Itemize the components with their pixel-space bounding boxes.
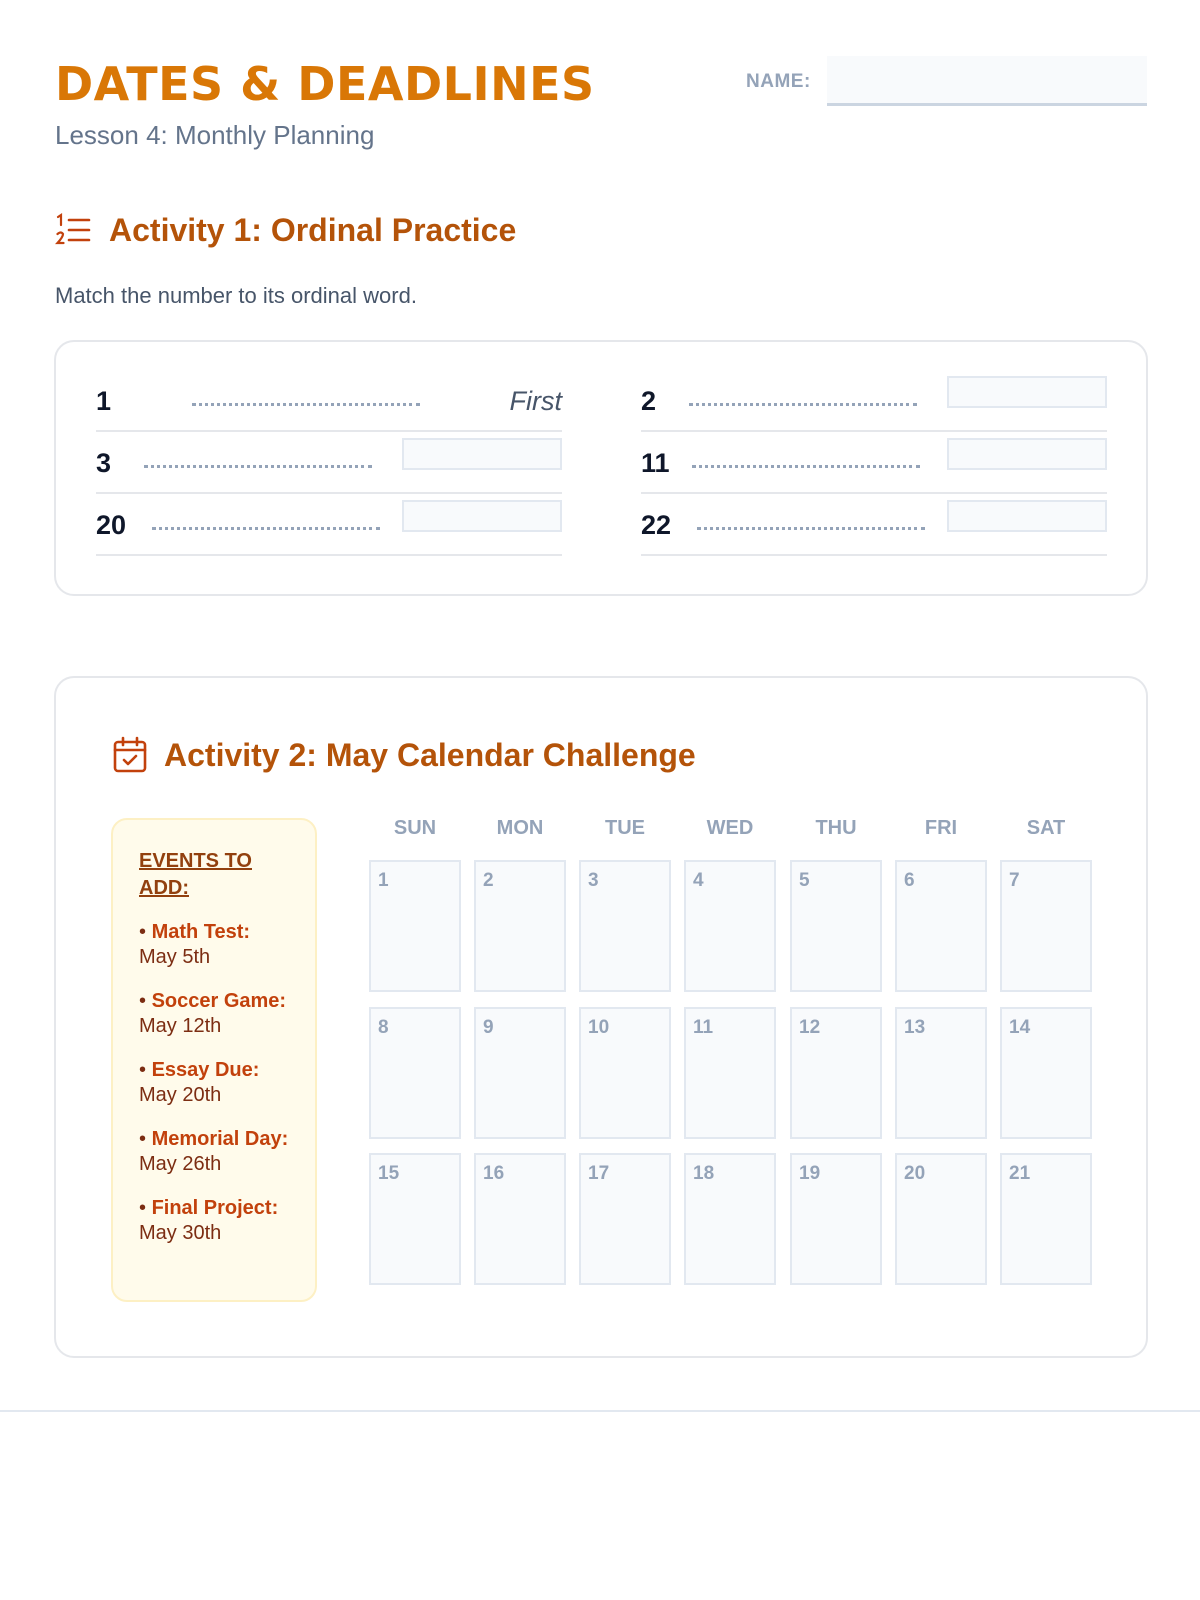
day-number: 3 bbox=[588, 870, 599, 891]
weekday-header: TUE bbox=[605, 817, 645, 839]
event-name: Math Test: bbox=[151, 921, 251, 943]
day-number: 15 bbox=[378, 1163, 400, 1184]
activity1-instructions: Match the number to its ordinal word. bbox=[55, 283, 417, 308]
day-number: 6 bbox=[904, 870, 915, 891]
calendar-day-cell[interactable] bbox=[895, 860, 987, 992]
name-field[interactable] bbox=[827, 56, 1147, 106]
weekday-header: SAT bbox=[1026, 817, 1066, 839]
ordinal-number: 2 bbox=[641, 386, 657, 416]
day-number: 2 bbox=[483, 870, 494, 891]
calendar-day-cell[interactable] bbox=[579, 860, 671, 992]
activity2-title: Activity 2: May Calendar Challenge bbox=[164, 736, 696, 773]
day-number: 13 bbox=[904, 1017, 926, 1038]
calendar-day-cell[interactable] bbox=[684, 1007, 776, 1139]
dotted-leader bbox=[689, 403, 917, 406]
activity2-heading bbox=[112, 733, 696, 777]
day-number: 20 bbox=[904, 1163, 926, 1184]
worksheet-header bbox=[55, 56, 1147, 156]
day-number: 18 bbox=[693, 1163, 715, 1184]
ordinal-answer-input[interactable] bbox=[947, 438, 1107, 470]
page-title: DATES & DEADLINES bbox=[55, 57, 595, 111]
event-name: Memorial Day: bbox=[151, 1128, 289, 1150]
day-number: 14 bbox=[1009, 1017, 1031, 1038]
ordinal-number: 22 bbox=[641, 510, 672, 540]
ordinal-example-answer: First bbox=[509, 386, 562, 416]
event-date: May 5th bbox=[139, 946, 211, 968]
event-date: May 12th bbox=[139, 1015, 222, 1037]
dotted-leader bbox=[152, 527, 380, 530]
calendar-day-cell[interactable] bbox=[790, 1153, 882, 1285]
ordinal-number: 11 bbox=[641, 448, 670, 478]
ordinal-number: 1 bbox=[96, 386, 112, 416]
day-number: 11 bbox=[693, 1017, 714, 1038]
ordinal-answer-input[interactable] bbox=[402, 438, 562, 470]
ordinal-item bbox=[641, 494, 1107, 556]
weekday-header: WED bbox=[706, 817, 754, 839]
event-item: • Memorial Day: May 26th bbox=[139, 1128, 289, 1175]
day-number: 19 bbox=[799, 1163, 821, 1184]
event-date: May 20th bbox=[139, 1084, 222, 1106]
calendar-day-cell[interactable] bbox=[684, 1153, 776, 1285]
name-label: NAME: bbox=[746, 71, 811, 92]
weekday-header: FRI bbox=[924, 817, 958, 839]
calendar-day-cell[interactable] bbox=[895, 1007, 987, 1139]
calendar-day-cell[interactable] bbox=[1000, 1007, 1092, 1139]
ordinal-number: 3 bbox=[96, 448, 112, 478]
calendar-day-cell[interactable] bbox=[684, 860, 776, 992]
ordinal-practice-card bbox=[54, 340, 1148, 596]
event-name: Soccer Game: bbox=[151, 990, 287, 1012]
calendar-day-cell[interactable] bbox=[474, 1153, 566, 1285]
ordinal-answer-input[interactable] bbox=[947, 376, 1107, 408]
calendar-day-cell[interactable] bbox=[369, 860, 461, 992]
day-number: 1 bbox=[378, 870, 389, 891]
events-title: EVENTS TO ADD: bbox=[139, 850, 252, 899]
dotted-leader bbox=[192, 403, 420, 406]
calendar-day-cell[interactable] bbox=[369, 1007, 461, 1139]
page-subtitle: Lesson 4: Monthly Planning bbox=[55, 120, 375, 150]
calendar-day-cell[interactable] bbox=[579, 1153, 671, 1285]
calendar-day-cell[interactable] bbox=[895, 1153, 987, 1285]
ordinal-item bbox=[96, 432, 562, 494]
ordinal-item bbox=[96, 494, 562, 556]
ordinal-answer-input[interactable] bbox=[402, 500, 562, 532]
calendar-day-cell[interactable] bbox=[1000, 860, 1092, 992]
calendar-day-cell[interactable] bbox=[579, 1007, 671, 1139]
page-divider bbox=[0, 1410, 1200, 1412]
calendar-day-cell[interactable] bbox=[790, 860, 882, 992]
activity1-heading bbox=[55, 208, 516, 252]
calendar-challenge-card bbox=[54, 676, 1148, 1358]
ordinal-answer-input[interactable] bbox=[947, 500, 1107, 532]
weekday-header: THU bbox=[815, 817, 857, 839]
calendar-day-cell[interactable] bbox=[474, 860, 566, 992]
day-number: 9 bbox=[483, 1017, 494, 1038]
event-item: • Essay Due: May 20th bbox=[139, 1059, 260, 1106]
day-number: 12 bbox=[799, 1017, 821, 1038]
ordinal-item bbox=[641, 370, 1107, 432]
day-number: 7 bbox=[1009, 870, 1020, 891]
day-number: 17 bbox=[588, 1163, 610, 1184]
dotted-leader bbox=[144, 465, 372, 468]
day-number: 5 bbox=[799, 870, 810, 891]
calendar-day-cell[interactable] bbox=[790, 1007, 882, 1139]
calendar-day-cell[interactable] bbox=[369, 1153, 461, 1285]
dotted-leader bbox=[697, 527, 925, 530]
activity1-title: Activity 1: Ordinal Practice bbox=[109, 211, 517, 248]
ordinal-item bbox=[641, 432, 1107, 494]
event-item: • Final Project: May 30th bbox=[139, 1197, 279, 1244]
event-date: May 30th bbox=[139, 1222, 222, 1244]
event-date: May 26th bbox=[139, 1153, 222, 1175]
ordered-list-icon bbox=[55, 212, 93, 248]
event-name: Essay Due: bbox=[151, 1059, 260, 1081]
day-number: 4 bbox=[693, 870, 704, 891]
calendar-check-icon bbox=[112, 736, 148, 774]
dotted-leader bbox=[692, 465, 920, 468]
day-number: 8 bbox=[378, 1017, 389, 1038]
event-item: • Soccer Game: May 12th bbox=[139, 990, 287, 1037]
weekday-header: MON bbox=[496, 817, 544, 839]
calendar-day-cell[interactable] bbox=[474, 1007, 566, 1139]
calendar-day-cell[interactable] bbox=[1000, 1153, 1092, 1285]
weekday-header: SUN bbox=[393, 817, 437, 839]
day-number: 21 bbox=[1009, 1163, 1031, 1184]
events-panel bbox=[111, 818, 317, 1302]
ordinal-item bbox=[96, 370, 562, 432]
day-number: 16 bbox=[483, 1163, 505, 1184]
ordinal-number: 20 bbox=[96, 510, 127, 540]
event-name: Final Project: bbox=[151, 1197, 279, 1219]
day-number: 10 bbox=[588, 1017, 610, 1038]
event-item: • Math Test: May 5th bbox=[139, 921, 251, 968]
